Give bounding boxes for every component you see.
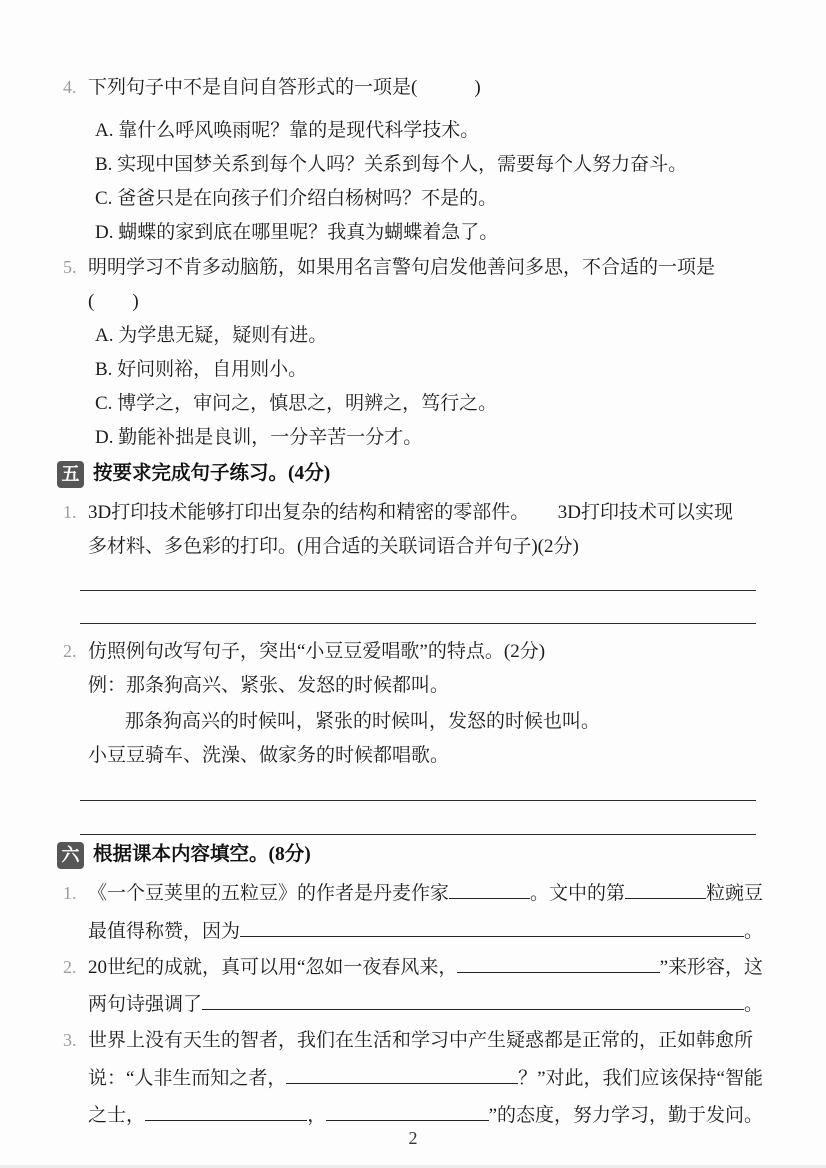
option-text: A. 为学患无疑，疑则有进。 <box>95 325 328 346</box>
question-text: ， <box>307 1105 327 1126</box>
page-number: 2 <box>408 1128 418 1148</box>
section6-q2-line2 <box>63 988 763 1022</box>
answer-line <box>80 800 756 801</box>
answer-line <box>80 623 756 624</box>
option-text: C. 博学之，审问之，慎思之，明辨之，笃行之。 <box>95 393 498 414</box>
subquestion-number: 2. <box>63 641 77 661</box>
question-text: 。 <box>743 921 763 942</box>
prompt-text: 小豆豆骑车、洗澡、做家务的时候都唱歌。 <box>88 745 450 766</box>
question-text: 粒豌豆 <box>706 883 764 904</box>
question-text: ？”对此，我们应该保持“智能 <box>518 1068 763 1089</box>
question-4-option-a <box>63 114 763 148</box>
section-5-header <box>57 457 763 491</box>
subquestion-number: 2. <box>63 957 77 977</box>
fill-in-blank <box>449 895 530 899</box>
question-text: 。 <box>743 994 763 1015</box>
section-6-header <box>57 838 763 872</box>
fill-in-blank <box>457 969 659 973</box>
section5-q2-prompt <box>63 739 763 773</box>
section5-q2-stem <box>63 634 763 669</box>
question-4-option-c <box>63 182 763 216</box>
option-text: D. 勤能补拙是良训，一分辛苦一分才。 <box>95 427 423 448</box>
question-5-option-c <box>63 387 763 421</box>
fill-in-blank <box>202 1006 744 1010</box>
example-text: 那条狗高兴的时候叫，紧张的时候叫，发怒的时候也叫。 <box>125 711 601 732</box>
section-6-title: 根据课本内容填空。(8分) <box>93 844 311 865</box>
question-text: 仿照例句改写句子，突出“小豆豆爱唱歌”的特点。(2分) <box>88 641 546 662</box>
question-5-stem-row <box>63 250 763 319</box>
answer-line <box>80 590 756 591</box>
question-text: 。文中的第 <box>530 883 626 904</box>
option-text: C. 爸爸只是在向孩子们介绍白杨树吗？不是的。 <box>95 188 498 209</box>
question-text: 最值得称赞，因为 <box>88 921 241 942</box>
question-text: 说：“人非生而知之者， <box>88 1068 287 1089</box>
section-5-title: 按要求完成句子练习。(4分) <box>93 463 331 484</box>
option-text: B. 实现中国梦关系到每个人吗？关系到每个人，需要每个人努力奋斗。 <box>95 154 688 175</box>
fill-in-blank <box>286 1080 518 1084</box>
question-4-option-b <box>63 148 763 182</box>
question-4-stem: 下列句子中不是自问自答形式的一项是( ) <box>88 77 481 98</box>
subquestion-number: 1. <box>63 502 77 522</box>
section6-q1-line1 <box>63 876 763 911</box>
answer-line <box>80 834 756 835</box>
fill-in-blank <box>625 895 706 899</box>
question-text: 《一个豆荚里的五粒豆》的作者是丹麦作家 <box>88 883 450 904</box>
option-text: A. 靠什么呼风唤雨呢？靠的是现代科学技术。 <box>95 120 480 141</box>
question-text: ”的态度，努力学习，勤于发问。 <box>488 1105 763 1126</box>
question-text: 3D打印技术能够打印出复杂的结构和精密的零部件。 3D打印技术可以实现 <box>88 502 733 523</box>
question-text: 多材料、多色彩的打印。(用合适的关联词语合并句子)(2分) <box>88 536 579 557</box>
section6-q1-line2 <box>63 915 763 949</box>
section6-q2-line1 <box>63 950 763 985</box>
question-text: ”来形容，这 <box>659 957 763 978</box>
section5-q1-line1 <box>63 495 763 530</box>
section5-q1-line2 <box>63 530 763 564</box>
section6-q3-line1 <box>63 1023 763 1058</box>
section6-q3-line2 <box>63 1062 763 1096</box>
question-5-option-a <box>63 319 763 353</box>
question-5-option-b <box>63 353 763 387</box>
section-6-badge: 六 <box>57 842 84 869</box>
option-text: B. 好问则裕，自用则小。 <box>95 359 308 380</box>
question-5-option-d <box>63 421 763 455</box>
question-text: 之士， <box>88 1105 146 1126</box>
question-text: 两句诗强调了 <box>88 994 203 1015</box>
section5-q2-example-rewrite <box>63 705 763 739</box>
question-text: 世界上没有天生的智者，我们在生活和学习中产生疑惑都是正常的，正如韩愈所 <box>88 1030 754 1051</box>
question-5-number: 5. <box>63 257 77 277</box>
question-5-stem: 明明学习不肯多动脑筋，如果用名言警句启发他善问多思，不合适的一项是( ) <box>88 257 716 312</box>
question-text: 20世纪的成就，真可以用“忽如一夜春风来， <box>88 957 458 978</box>
subquestion-number: 1. <box>63 883 77 903</box>
fill-in-blank <box>240 933 744 937</box>
question-4-number: 4. <box>63 77 77 97</box>
example-text: 例：那条狗高兴、紧张、发怒的时候都叫。 <box>88 675 450 696</box>
question-4-stem-row <box>63 70 763 105</box>
question-4-option-d <box>63 216 763 250</box>
option-text: D. 蝴蝶的家到底在哪里呢？我真为蝴蝶着急了。 <box>95 222 499 243</box>
section5-q2-example <box>63 669 763 703</box>
subquestion-number: 3. <box>63 1030 77 1050</box>
section-5-badge: 五 <box>57 461 84 488</box>
